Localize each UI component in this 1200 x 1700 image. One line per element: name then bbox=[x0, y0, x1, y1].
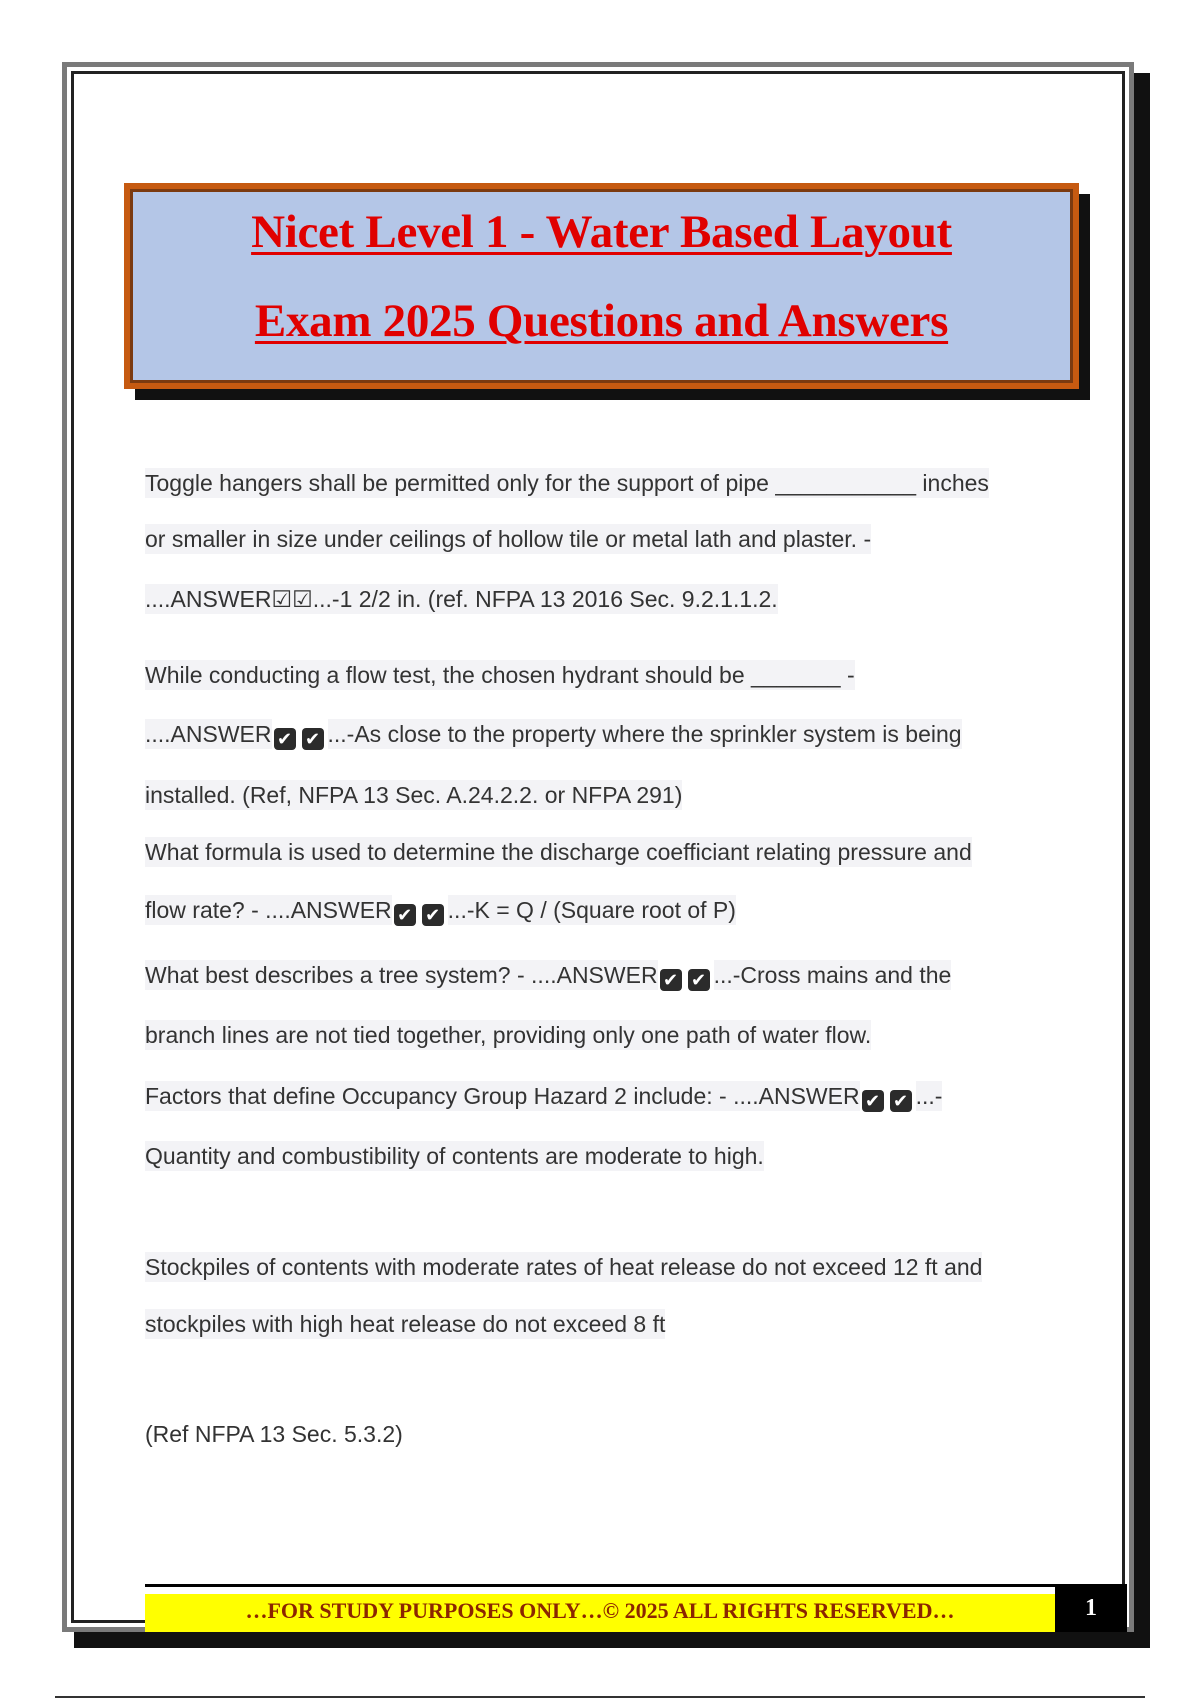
q2-answer: ....ANSWER ✔ ✔ ...-As close to the property where the sprinkler system is being bbox=[145, 721, 962, 749]
page-number: 1 bbox=[1055, 1584, 1127, 1632]
check-icon: ✔ bbox=[688, 969, 710, 991]
q5-answer-cont: Quantity and combustibility of contents are moderate to high. bbox=[145, 1143, 764, 1169]
check-icon: ✔ bbox=[422, 904, 444, 926]
title-line-1: Nicet Level 1 - Water Based Layout bbox=[251, 206, 952, 258]
q1-line-2: or smaller in size under ceilings of hollow tile or metal lath and plaster. - bbox=[145, 526, 872, 552]
footer-text: …FOR STUDY PURPOSES ONLY…© 2025 ALL RIGHTS RESERVED… bbox=[245, 1598, 955, 1623]
q4-question: What best describes a tree system? - ....ANSWER ✔ ✔ ...-Cross mains and the bbox=[145, 962, 952, 990]
q1-line-1: Toggle hangers shall be permitted only for the support of pipe ___________ inches bbox=[145, 470, 989, 496]
q1-answer: ....ANSWER☑☑...-1 2/2 in. (ref. NFPA 13 2016 Sec. 9.2.1.1.2. bbox=[145, 586, 778, 612]
q2-question: While conducting a flow test, the chosen hydrant should be _______ - bbox=[145, 662, 855, 688]
check-icon: ✔ bbox=[394, 904, 416, 926]
q5-question: Factors that define Occupancy Group Hazard 2 include: - ....ANSWER ✔ ✔ ...- bbox=[145, 1083, 943, 1111]
stockpile-line-1: Stockpiles of contents with moderate rates of heat release do not exceed 12 ft and bbox=[145, 1254, 983, 1280]
q3-answer: flow rate? - ....ANSWER ✔ ✔ ...-K = Q / (Square root of P) bbox=[145, 897, 736, 925]
footer-rule bbox=[145, 1584, 1055, 1587]
title-box bbox=[124, 183, 1079, 389]
check-icon: ✔ bbox=[302, 728, 324, 750]
check-icon: ✔ bbox=[660, 969, 682, 991]
q3-question: What formula is used to determine the discharge coefficiant relating pressure and bbox=[145, 839, 972, 865]
reference-line: (Ref NFPA 13 Sec. 5.3.2) bbox=[145, 1421, 403, 1447]
check-icon: ✔ bbox=[274, 728, 296, 750]
bottom-rule bbox=[55, 1696, 1145, 1698]
check-icon: ✔ bbox=[862, 1090, 884, 1112]
check-icon: ✔ bbox=[890, 1090, 912, 1112]
stockpile-line-2: stockpiles with high heat release do not exceed 8 ft bbox=[145, 1311, 666, 1337]
title-line-2: Exam 2025 Questions and Answers bbox=[254, 295, 949, 347]
q4-answer-cont: branch lines are not tied together, providing only one path of water flow. bbox=[145, 1022, 872, 1048]
q2-answer-cont: installed. (Ref, NFPA 13 Sec. A.24.2.2. or NFPA 291) bbox=[145, 782, 683, 808]
